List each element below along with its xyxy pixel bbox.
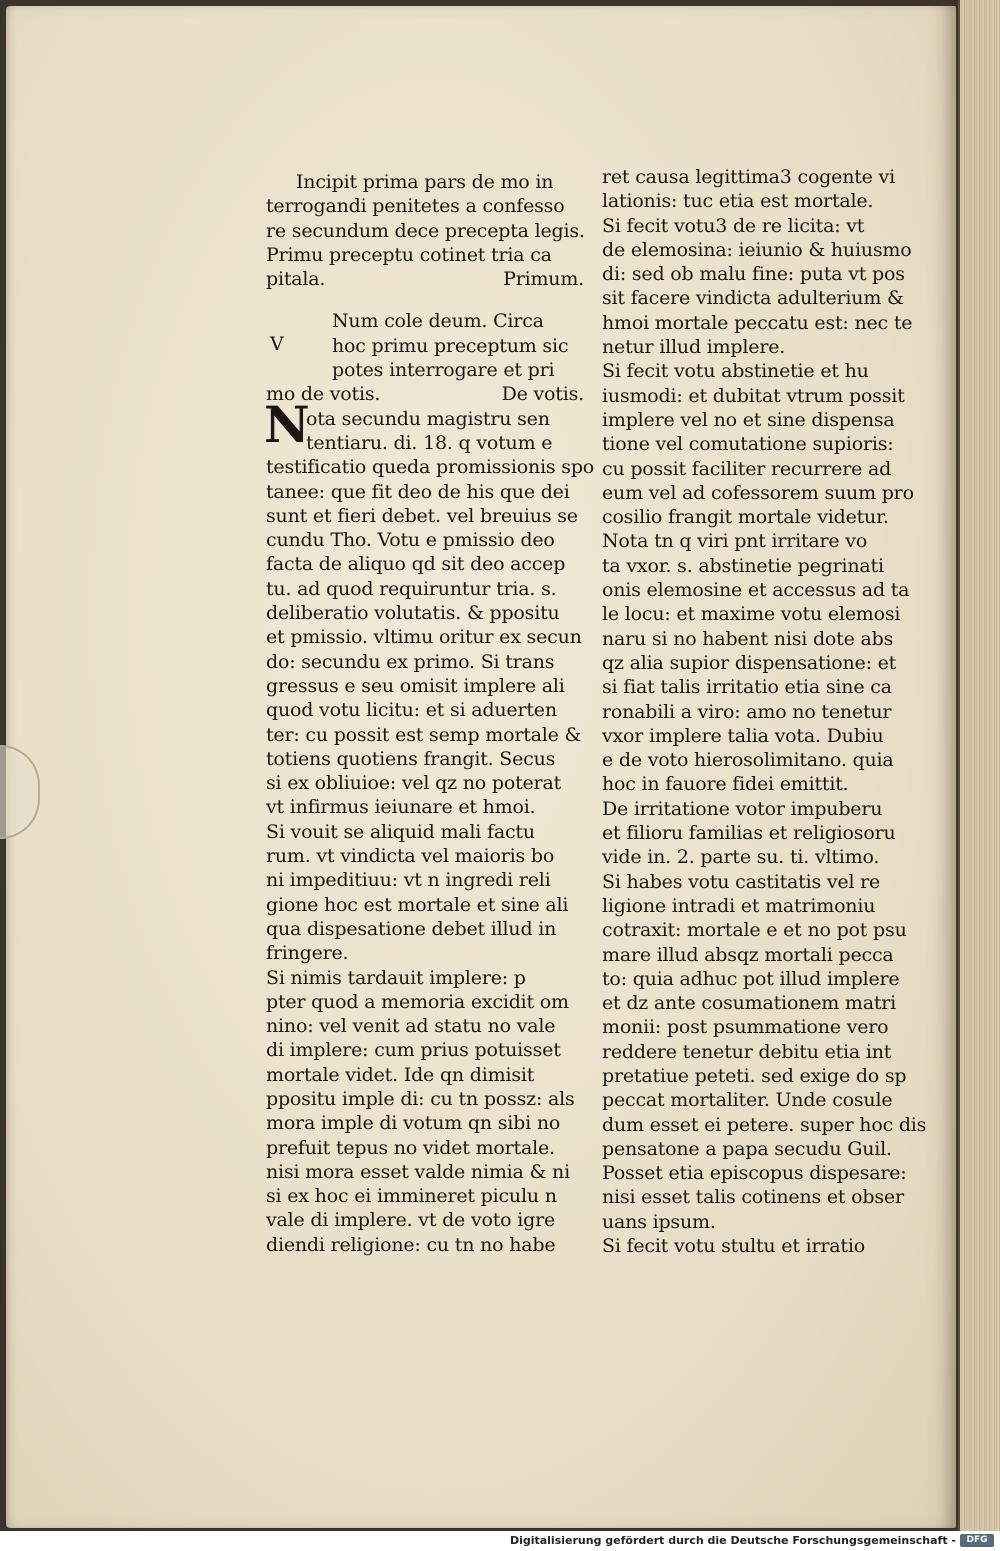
text-line: uans ipsum. [602, 1210, 716, 1233]
text-line: vxor implere talia vota. Dubiu [602, 724, 884, 747]
text-line: Si fecit votu3 de re licita: vt [602, 214, 865, 237]
text-line: lationis: tuc etia est mortale. [602, 190, 874, 213]
footer-bar [0, 1531, 1000, 1551]
text-line: fringere. [266, 942, 349, 965]
text-line: si ex hoc ei immineret piculu n [266, 1185, 557, 1208]
page-fore-edge [958, 0, 1000, 1531]
text-line: netur illud implere. [602, 336, 786, 359]
text-line: re secundum dece precepta legis. [266, 219, 585, 242]
text-line: quod votu licitu: et si aduerten [266, 699, 557, 722]
text-line: Si nimis tardauit implere: p [266, 966, 526, 989]
text-line: onis elemosine et accessus ad ta [602, 579, 910, 602]
text-line: hoc in fauore fidei emittit. [602, 773, 849, 796]
text-line: vt infirmus ieiunare et hmoi. [266, 796, 536, 819]
text-line: e de voto hierosolimitano. quia [602, 749, 894, 772]
text-line: mare illud absqz mortali pecca [602, 943, 894, 966]
text-line: le locu: et maxime votu elemosi [602, 603, 901, 626]
text-line: sit facere vindicta adulterium & [602, 287, 904, 310]
text-line: Si habes votu castitatis vel re [602, 870, 881, 893]
text-line: rum. vt vindicta vel maioris bo [266, 845, 555, 868]
text-line: Incipit prima pars de mo in [296, 171, 554, 193]
heading-right: Primum. [503, 268, 584, 291]
text-line: ni impeditiuu: vt n ingredi reli [266, 869, 551, 892]
text-line: de elemosina: ieiunio & huiusmo [602, 238, 912, 261]
text-line: si fiat talis irritatio etia sine ca [602, 676, 892, 699]
text-line: et filioru familias et religiosoru [602, 822, 896, 845]
text-line: tentiaru. di. 18. q votum e [306, 431, 553, 454]
text-line: di implere: cum prius potuisset [266, 1039, 561, 1062]
text-line: et dz ante cosumationem matri [602, 992, 897, 1015]
text-line: ota secundu magistru sen [306, 407, 550, 430]
text-line: cosilio frangit mortale videtur. [602, 506, 889, 529]
text-line: facta de aliquo qd sit deo accep [266, 553, 566, 576]
text-line: potes interrogare et pri [332, 359, 555, 382]
text-line: Si fecit votu abstinetie et hu [602, 360, 869, 383]
text-line: cu possit faciliter recurrere ad [602, 457, 892, 480]
text-line: mora imple di votum qn sibi no [266, 1112, 561, 1135]
text-line: Primu preceptu cotinet tria ca [266, 243, 552, 266]
text-line: nino: vel venit ad statu no vale [266, 1015, 556, 1038]
heading-left: pitala. [266, 268, 326, 291]
text-line: mortale videt. Ide qn dimisit [266, 1063, 535, 1086]
text-line: Num cole deum. Circa [332, 310, 544, 333]
text-line: tu. ad quod requiruntur tria. s. [266, 577, 557, 600]
footer-credit: Digitalisierung gefördert durch die Deutsche Forschungsgemeinschaft - [509, 1534, 956, 1547]
text-line: sunt et fieri debet. vel breuius se [266, 504, 578, 527]
text-line: cundu Tho. Votu e pmissio deo [266, 529, 555, 552]
text-line: ronabili a viro: amo no tenetur [602, 700, 892, 723]
text-line: Si vouit se aliquid mali factu [266, 820, 535, 843]
text-line: to: quia adhuc pot illud implere [602, 967, 900, 990]
text-line: dum esset ei petere. super hoc dis [602, 1113, 927, 1136]
text-line: do: secundu ex primo. Si trans [266, 650, 555, 673]
decorative-initial-v: V [270, 333, 284, 355]
text-line: pter quod a memoria excidit om [266, 990, 569, 1013]
text-line: diendi religione: cu tn no habe [266, 1233, 556, 1256]
text-line: nisi esset talis cotinens et obser [602, 1186, 904, 1209]
text-line: hmoi mortale peccatu est: nec te [602, 311, 913, 334]
text-line: deliberatio volutatis. & ppositu [266, 602, 560, 625]
text-line: ligione intradi et matrimoniu [602, 894, 876, 917]
text-line: tanee: que fit deo de his que dei [266, 480, 570, 503]
dfg-logo: DFG [960, 1534, 994, 1547]
text-line: naru si no habent nisi dote abs [602, 627, 894, 650]
text-line: reddere tenetur debitu etia int [602, 1040, 892, 1063]
text-line: Nota tn q viri pnt irritare vo [602, 530, 868, 553]
text-line: ret causa legittima3 cogente vi [602, 166, 895, 188]
text-line: gione hoc est mortale et sine ali [266, 893, 569, 916]
text-line: vale di implere. vt de voto igre [266, 1209, 555, 1232]
text-line: monii: post psummatione vero [602, 1016, 889, 1039]
text-line: cotraxit: mortale e et no pot psu [602, 919, 907, 942]
heading-left: mo de votis. [266, 383, 381, 406]
text-line: totiens quotiens frangit. Secus [266, 747, 556, 770]
right-text-column [602, 165, 927, 1258]
decorative-initial-n: N [264, 395, 310, 454]
spacer [266, 291, 584, 309]
text-line: pensatone a papa secudu Guil. [602, 1137, 892, 1160]
text-line: qua dispesatione debet illud in [266, 917, 557, 940]
text-line: ppositu imple di: cu tn possz: als [266, 1087, 575, 1110]
text-line: di: sed ob malu fine: puta vt pos [602, 263, 905, 286]
heading-right: De votis. [501, 383, 584, 406]
text-line: si ex obliuioe: vel qz no poterat [266, 772, 562, 795]
text-line: qz alia supior dispensatione: et [602, 651, 897, 674]
text-line: et pmissio. vltimu oritur ex secun [266, 626, 582, 649]
text-line: tione vel comutatione supioris: [602, 433, 894, 456]
text-line: implere vel no et sine dispensa [602, 408, 895, 431]
text-line: testificatio queda promissionis spo [266, 456, 595, 479]
left-text-column [266, 170, 595, 1257]
text-line: Posset etia episcopus dispesare: [602, 1162, 907, 1185]
text-line: prefuit tepus no videt mortale. [266, 1136, 555, 1159]
text-line: De irritatione votor impuberu [602, 797, 883, 820]
text-line: pretatiue peteti. sed exige do sp [602, 1064, 907, 1087]
text-line: iusmodi: et dubitat vtrum possit [602, 384, 905, 407]
text-line: terrogandi penitetes a confesso [266, 195, 565, 218]
text-line: vide in. 2. parte su. ti. vltimo. [602, 846, 880, 869]
text-line: hoc primu preceptum sic [332, 334, 569, 357]
text-line: peccat mortaliter. Unde cosule [602, 1089, 893, 1112]
text-line: ter: cu possit est semp mortale & [266, 723, 582, 746]
text-line: gressus e seu omisit implere ali [266, 674, 565, 697]
heading-line [266, 267, 584, 291]
left-body [266, 455, 595, 1257]
text-line: eum vel ad cofessorem suum pro [602, 481, 914, 504]
text-line: ta vxor. s. abstinetie pegrinati [602, 554, 884, 577]
text-line: Si fecit votu stultu et irratio [602, 1235, 865, 1258]
heading-line [266, 382, 584, 406]
right-body [602, 165, 927, 1258]
text-line: nisi mora esset valde nimia & ni [266, 1160, 570, 1183]
